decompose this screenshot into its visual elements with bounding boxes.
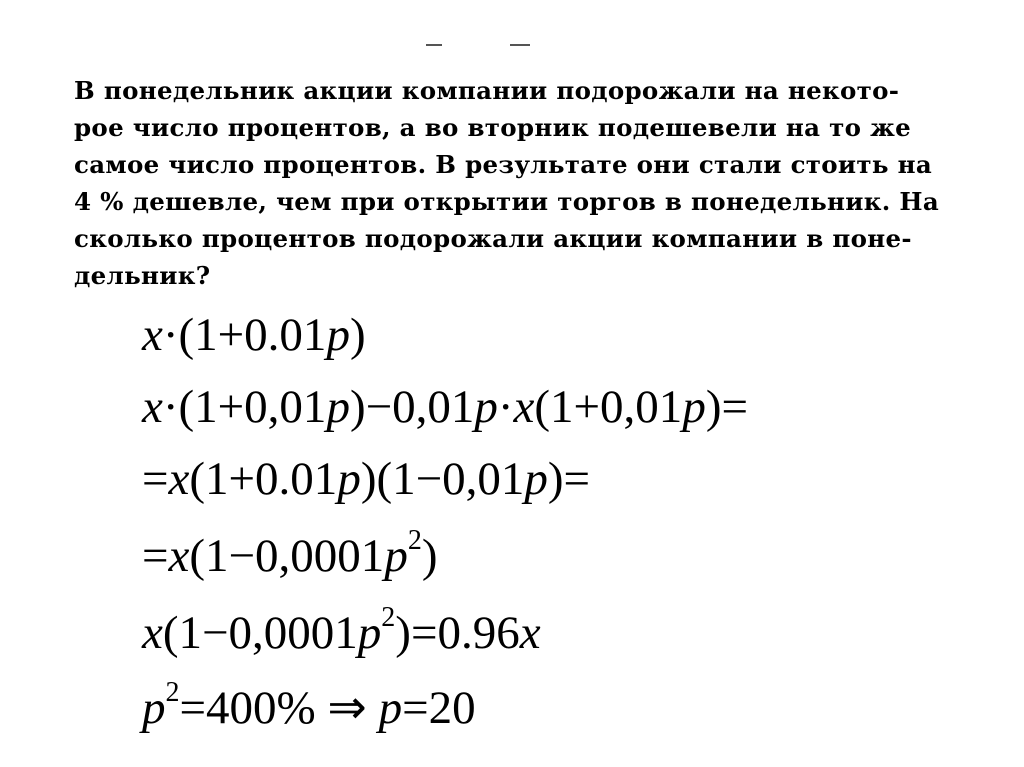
- cropped-text-mark: [426, 44, 442, 46]
- problem-line: сколько процентов подорожали акции компании в поне-: [74, 224, 912, 253]
- problem-line: самое число процентов. В результате они стали стоить на: [74, 150, 933, 179]
- math-var: p: [337, 453, 361, 505]
- implies-arrow: ⇒: [327, 682, 367, 734]
- equation-4: [142, 525, 438, 582]
- math-term: =: [142, 453, 169, 505]
- math-var: x: [513, 381, 535, 433]
- math-var: x: [168, 530, 190, 582]
- math-term: (1−0,0001: [162, 607, 358, 659]
- math-term: ·(1+0,01: [162, 381, 327, 433]
- math-var: x: [142, 309, 163, 361]
- math-var: p: [384, 530, 408, 582]
- math-term: ·: [497, 381, 514, 433]
- math-exponent: 2: [381, 602, 396, 633]
- math-term: )=0.96: [395, 607, 520, 659]
- math-exponent: 2: [407, 525, 422, 556]
- math-var: x: [142, 381, 163, 433]
- math-term: =400%: [179, 682, 316, 734]
- math-var: p: [142, 682, 166, 734]
- math-term: (1+0.01: [189, 453, 338, 505]
- math-term: )−0,01: [349, 381, 475, 433]
- math-var: p: [682, 381, 706, 433]
- equation-6: [142, 677, 476, 734]
- math-term: ): [349, 309, 366, 361]
- math-var: p: [378, 682, 403, 734]
- math-var: p: [524, 453, 548, 505]
- cropped-text-mark: [510, 44, 530, 46]
- math-var: p: [474, 381, 498, 433]
- problem-line: рое число процентов, а во вторник подешевели на то же: [74, 113, 911, 142]
- problem-line: 4 % дешевле, чем при открытии торгов в понедельник. На: [74, 187, 940, 216]
- math-term: ): [421, 530, 438, 582]
- math-term: )=: [705, 381, 748, 433]
- problem-line: дельник?: [74, 261, 211, 290]
- math-term: )(1−0,01: [360, 453, 525, 505]
- problem-statement: [74, 72, 974, 294]
- equation-3: [142, 453, 591, 505]
- math-var: p: [326, 309, 350, 361]
- equation-2: [142, 381, 748, 433]
- math-var: p: [357, 607, 382, 659]
- equation-5: [142, 602, 541, 659]
- math-exponent: 2: [165, 677, 180, 708]
- math-term: (1−0,0001: [189, 530, 385, 582]
- problem-line: В понедельник акции компании подорожали на некото-: [74, 76, 900, 105]
- math-var: x: [168, 453, 190, 505]
- math-var: x: [519, 607, 541, 659]
- math-term: =: [142, 530, 169, 582]
- math-var: x: [142, 607, 163, 659]
- math-term: ·(1+0.01: [162, 309, 327, 361]
- equation-1: [142, 309, 366, 361]
- math-term: (1+0,01: [534, 381, 683, 433]
- math-var: p: [326, 381, 350, 433]
- math-term: )=: [547, 453, 591, 505]
- math-term: =20: [402, 682, 476, 734]
